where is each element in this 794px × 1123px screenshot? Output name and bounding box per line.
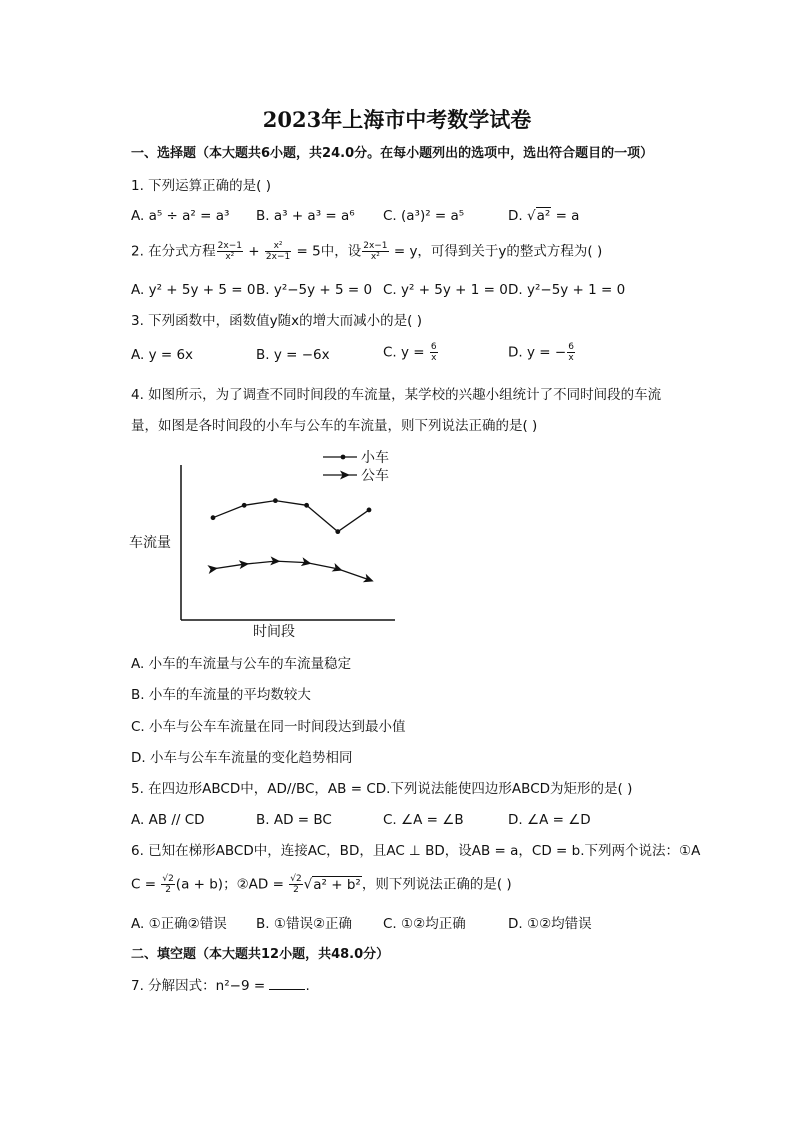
small-car-point [367,508,372,513]
bus-arrow-marker [332,563,344,575]
question-6-stem-line1: 6. 已知在梯形ABCD中，连接AC，BD，且AC ⊥ BD，设AB = a，CD = b.下列两个说法：①A [131,843,701,859]
traffic-line-chart [125,445,415,645]
q1-option-d[interactable]: D. √a² = a [508,208,580,224]
small-car-point [335,529,340,534]
fraction: $\frac{\text{x²}}{2x-1}$ [265,241,291,262]
small-car-point [211,515,216,520]
q2-option-d[interactable]: D. y²−5y + 1 = 0 [508,282,626,298]
question-2-stem: 2. 在分式方程 $\frac{2x-1}{\text{x²}}$ + $\frac{\text{x²}}{2x-1}$ = 5中，设 $\frac{2x-1}{\text{x²}}$ = y，可得到关于y的整式方程为( ) [131,241,603,262]
small-car-point [242,503,247,508]
q4-option-d[interactable]: D. 小车与公车车流量的变化趋势相同 [131,750,353,766]
small-car-point [273,498,278,503]
x-axis-label: 时间段 [253,624,295,640]
q4-option-a[interactable]: A. 小车的车流量与公车的车流量稳定 [131,656,352,672]
q2-option-c[interactable]: C. y² + 5y + 1 = 0 [383,282,508,298]
chart-legend [323,450,389,484]
page-title: 2023年上海市中考数学试卷 [262,107,532,132]
question-4-stem-line1: 4. 如图所示，为了调查不同时间段的车流量，某学校的兴趣小组统计了不同时间段的车流 [131,387,662,403]
question-3-stem: 3. 下列函数中，函数值y随x的增大而减小的是( ) [131,313,422,329]
question-6-stem-line2: C = $\frac{√2}{2}$ (a + b)；②AD = $\frac{√2}{2}$ √a² + b²，则下列说法正确的是( ) [131,874,512,895]
q1-option-a[interactable]: A. a⁵ ÷ a² = a³ [131,208,230,224]
q6-option-d[interactable]: D. ①②均错误 [508,916,592,932]
q3-option-c[interactable]: C. y = $\frac{6}{x}$ [383,342,437,363]
q3-option-b[interactable]: B. y = −6x [256,347,330,363]
question-1-stem: 1. 下列运算正确的是( ) [131,178,271,194]
section-heading-choice: 一、选择题（本大题共6小题，共24.0分。在每小题列出的选项中，选出符合题目的一项） [131,146,654,161]
legend-bus-label: 公车 [361,468,389,484]
q6-option-a[interactable]: A. ①正确②错误 [131,916,227,932]
q1-option-b[interactable]: B. a³ + a³ = a⁶ [256,208,355,224]
question-7-stem: 7. 分解因式：n²−9 = . [131,978,310,994]
fraction: $\frac{6}{x}$ [568,342,574,363]
chart-axes [129,465,395,640]
q4-option-b[interactable]: B. 小车的车流量的平均数较大 [131,687,311,703]
chart-marks [207,498,375,585]
fraction: $\frac{√2}{2}$ [162,874,174,895]
fraction: $\frac{√2}{2}$ [290,874,302,895]
bus-arrow-marker [363,574,375,586]
q2-option-a[interactable]: A. y² + 5y + 5 = 0 [131,282,256,298]
q6-option-c[interactable]: C. ①②均正确 [383,916,466,932]
section-heading-fill: 二、填空题（本大题共12小题，共48.0分） [131,947,390,962]
question-4-stem-line2: 量，如图是各时间段的小车与公车的车流量，则下列说法正确的是( ) [131,418,538,434]
q3-option-d[interactable]: D. y = − $\frac{6}{x}$ [508,342,574,363]
answer-blank[interactable] [269,977,305,990]
q1-option-c[interactable]: C. (a³)² = a⁵ [383,208,465,224]
q6-option-b[interactable]: B. ①错误②正确 [256,916,353,932]
series-bus-line [213,561,369,580]
legend-small-car-marker [341,455,346,460]
fraction: $\frac{6}{x}$ [430,342,437,363]
q4-option-c[interactable]: C. 小车与公车车流量在同一时间段达到最小值 [131,719,406,735]
question-5-stem: 5. 在四边形ABCD中，AD//BC，AB = CD.下列说法能使四边形ABCD为矩形的是( ) [131,781,633,797]
fraction: $\frac{2x-1}{\text{x²}}$ [217,241,242,262]
q2-option-b[interactable]: B. y²−5y + 5 = 0 [256,282,373,298]
q5-option-c[interactable]: C. ∠A = ∠B [383,812,464,828]
small-car-point [304,503,309,508]
fraction: $\frac{2x-1}{\text{x²}}$ [363,241,388,262]
q3-option-a[interactable]: A. y = 6x [131,347,194,363]
q5-option-b[interactable]: B. AD = BC [256,812,332,828]
legend-small-car-label: 小车 [361,450,389,466]
series-small-car-line [213,501,369,532]
q5-option-d[interactable]: D. ∠A = ∠D [508,812,591,828]
q5-option-a[interactable]: A. AB // CD [131,812,205,828]
y-axis-label: 车流量 [129,535,171,551]
